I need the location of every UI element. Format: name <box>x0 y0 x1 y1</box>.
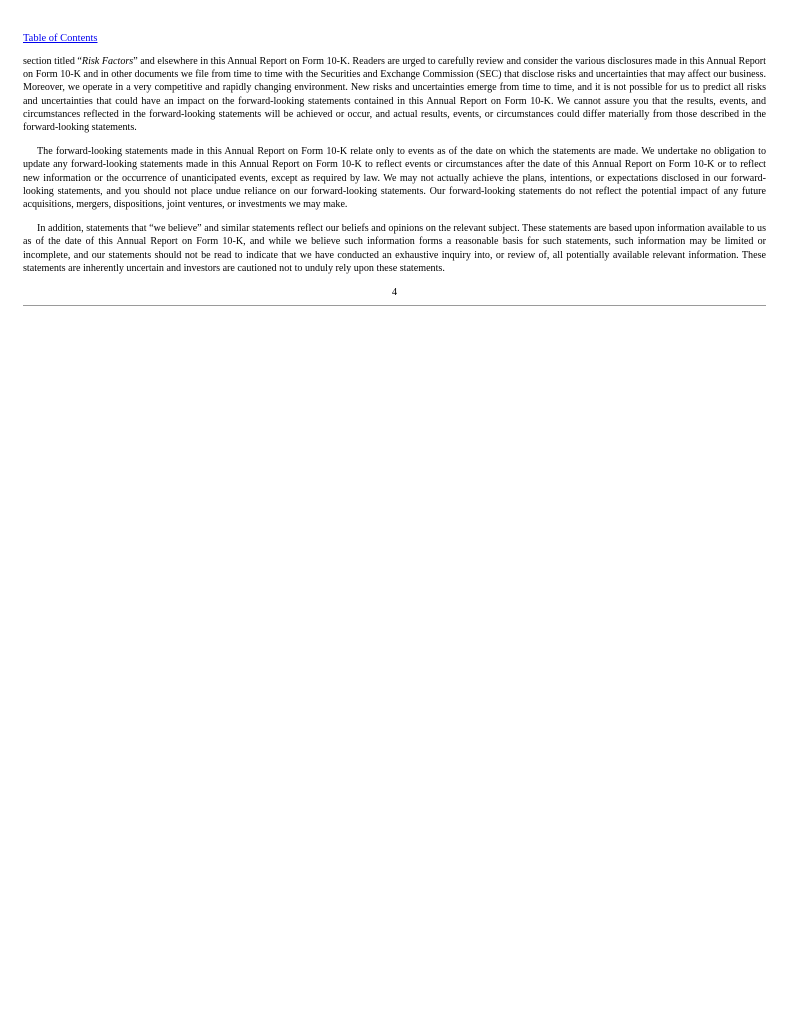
paragraph-we-believe: In addition, statements that “we believe” and similar statements reflect our beliefs and opinions on the relevant subject. These statements are based upon information available to us as of the date of this Annual Report on Form 10-K, and while we believe such information forms a reasonable basis for such statements, such information may be limited or incomplete, and our statements should not be read to indicate that we have conducted an exhaustive inquiry into, or review of, all potentially available relevant information. These statements are inherently uncertain and investors are cautioned not to unduly rely upon these statements. <box>23 223 766 274</box>
paragraph-text-rest: ” and elsewhere in this Annual Report on Form 10-K. Readers are urged to carefully review and consider the various disclosures made in this Annual Report on Form 10-K and in other documents we file from time to time with the Securities and Exchange Commission (SEC) that disclose risks and uncertainties that may affect our business. Moreover, we operate in a very competitive and rapidly changing environment. New risks and uncertainties emerge from time to time, and it is not possible for us to predict all risks and uncertainties that could have an impact on the forward-looking statements contained in this Annual Report on Form 10-K. We cannot assure you that the results, events, and circumstances reflected in the forward-looking statements will be achieved or occur, and actual results, events, or circumstances could differ materially from those described in the forward-looking statements. <box>23 56 766 134</box>
risk-factors-emphasis: Risk Factors <box>81 56 134 67</box>
page-number: 4 <box>391 287 398 299</box>
paragraph-text-lead: section titled “ <box>23 56 82 67</box>
table-of-contents-link[interactable]: Table of Contents <box>23 33 98 44</box>
paragraph-forward-looking-updates: The forward-looking statements made in this Annual Report on Form 10-K relate only to events as of the date on which the statements are made. We undertake no obligation to update any forward-looking statements made in this Annual Report on Form 10-K to reflect events or circumstances after the date of this Annual Report on Form 10-K or to reflect new information or the occurrence of unanticipated events, except as required by law. We may not actually achieve the plans, intentions, or expectations disclosed in our forward-looking statements, and you should not place undue reliance on our forward-looking statements. Our forward-looking statements do not reflect the potential impact of any future acquisitions, mergers, dispositions, joint ventures, or investments we may make. <box>23 146 766 211</box>
document-page <box>23 28 766 306</box>
page-divider <box>23 305 766 306</box>
paragraph-risk-factors <box>23 55 766 134</box>
